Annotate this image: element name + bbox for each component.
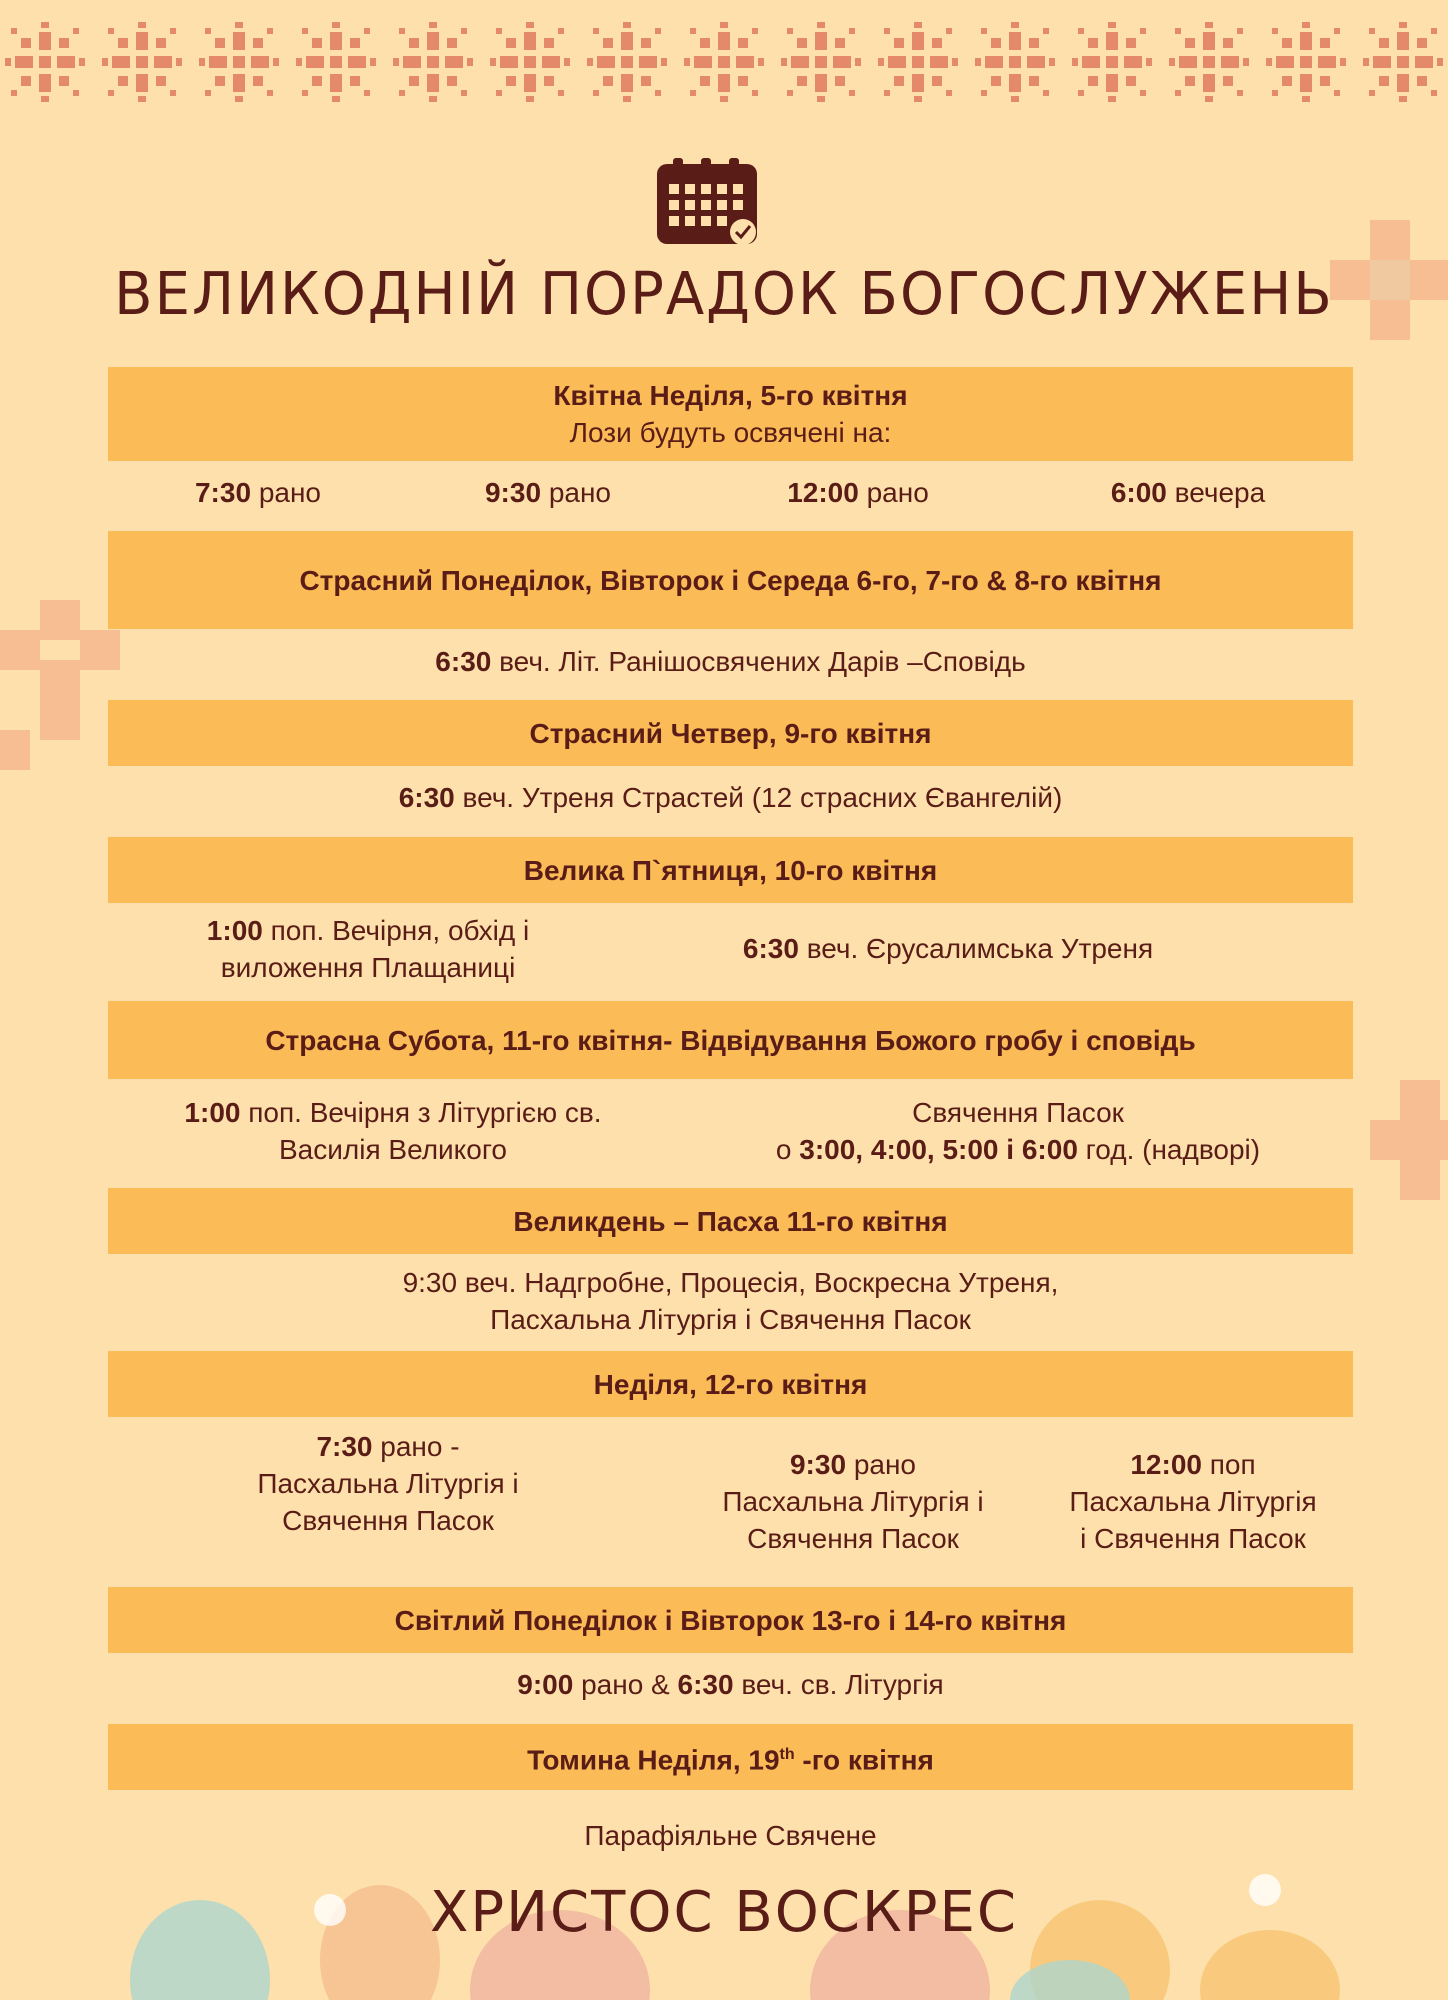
embroidery-motif: [5, 22, 85, 102]
section-heading-good-friday: [108, 837, 1353, 903]
section-heading-holy-saturday: [108, 1001, 1353, 1079]
heading-text: Великдень – Пасха 11-го квітня: [513, 1205, 948, 1237]
embroidery-motif: [878, 22, 958, 102]
subheading-text: Лози будуть освячені на:: [569, 417, 892, 448]
heading-text: Страсна Субота, 11-го квітня- Відвідування Божого гробу і сповідь: [265, 1024, 1196, 1056]
service-col1: 7:30 рано - Пасхальна Літургія і Свячення Пасок: [257, 1431, 519, 1536]
section-heading-sunday: [108, 1351, 1353, 1417]
embroidery-motif: [781, 22, 861, 102]
easter-service: 9:30 веч. Надгробне, Процесія, Воскресна Утреня, Пасхальна Літургія і Свячення Пасок: [402, 1267, 1059, 1335]
embroidery-motif: [393, 22, 473, 102]
embroidery-border: [0, 0, 1448, 130]
time-slot: 6:00 вечера: [1110, 477, 1266, 508]
service-right: Свячення Пасок о 3:00, 4:00, 5:00 і 6:00 год. (надворі): [775, 1097, 1261, 1165]
bright-week-service: 9:00 рано & 6:30 веч. св. Літургія: [517, 1669, 944, 1700]
embroidery-motif: [975, 22, 1055, 102]
heading-text: Квітна Неділя, 5-го квітня: [553, 380, 908, 411]
service-col3: 12:00 поп Пасхальна Літургія і Свячення Пасок: [1069, 1449, 1317, 1554]
section-heading-easter: [108, 1188, 1353, 1254]
holy-mon-wed-service: 6:30 веч. Літ. Ранішосвячених Дарів –Сповідь: [435, 646, 1026, 677]
side-ornament-right-lower: [1370, 1060, 1448, 1240]
embroidery-motif: [199, 22, 279, 102]
heading-text: Велика П`ятниця, 10-го квітня: [523, 854, 938, 886]
time-slot: 7:30 рано: [194, 477, 321, 508]
embroidery-motif: [1266, 22, 1346, 102]
heading-text: Страсний Четвер, 9-го квітня: [529, 717, 932, 749]
heading-text: Томина Неділя, 19th -го квітня: [527, 1744, 934, 1776]
closing-greeting: ХРИСТОС ВОСКРЕС: [430, 1880, 1018, 1945]
calendar-icon: [655, 158, 763, 246]
heading-text: Страсний Понеділок, Вівторок і Середа 6-го, 7-го & 8-го квітня: [299, 564, 1162, 596]
embroidery-motif: [1072, 22, 1152, 102]
palm-sunday-times: [108, 474, 1353, 514]
section-heading-palm-sunday: [108, 367, 1353, 461]
embroidery-motif: [684, 22, 764, 102]
section-heading-thomas-sunday: [108, 1724, 1353, 1790]
embroidery-motif: [1363, 22, 1443, 102]
embroidery-motif: [587, 22, 667, 102]
service-right: 6:30 веч. Єрусалимська Утреня: [742, 933, 1154, 964]
embroidery-motif: [1169, 22, 1249, 102]
embroidery-motif: [296, 22, 376, 102]
service-left: 1:00 поп. Вечірня, обхід і виложення Плащаниці: [206, 915, 530, 983]
section-heading-bright-week: [108, 1587, 1353, 1653]
heading-text: Неділя, 12-го квітня: [593, 1368, 868, 1400]
good-friday-services: [108, 912, 1353, 992]
time-slot: 12:00 рано: [787, 477, 929, 508]
embroidery-motif: [102, 22, 182, 102]
holy-saturday-services: [108, 1094, 1353, 1174]
section-heading-holy-mon-wed: [108, 531, 1353, 629]
time-slot: 9:30 рано: [484, 477, 611, 508]
holy-thursday-service: 6:30 веч. Утреня Страстей (12 страсних Євангелій): [398, 782, 1063, 813]
service-left: 1:00 поп. Вечірня з Літургією св. Василія Великого: [184, 1097, 602, 1165]
embroidery-motif: [490, 22, 570, 102]
page-title: ВЕЛИКОДНІЙ ПОРАДОК БОГОСЛУЖЕНЬ: [114, 260, 1334, 329]
sunday-services: [108, 1428, 1353, 1558]
thomas-sunday-service: Парафіяльне Свячене: [584, 1820, 877, 1851]
service-col2: 9:30 рано Пасхальна Літургія і Свячення Пасок: [722, 1449, 984, 1554]
heading-text: Світлий Понеділок і Вівторок 13-го і 14-го квітня: [394, 1604, 1067, 1636]
section-heading-holy-thursday: [108, 700, 1353, 766]
